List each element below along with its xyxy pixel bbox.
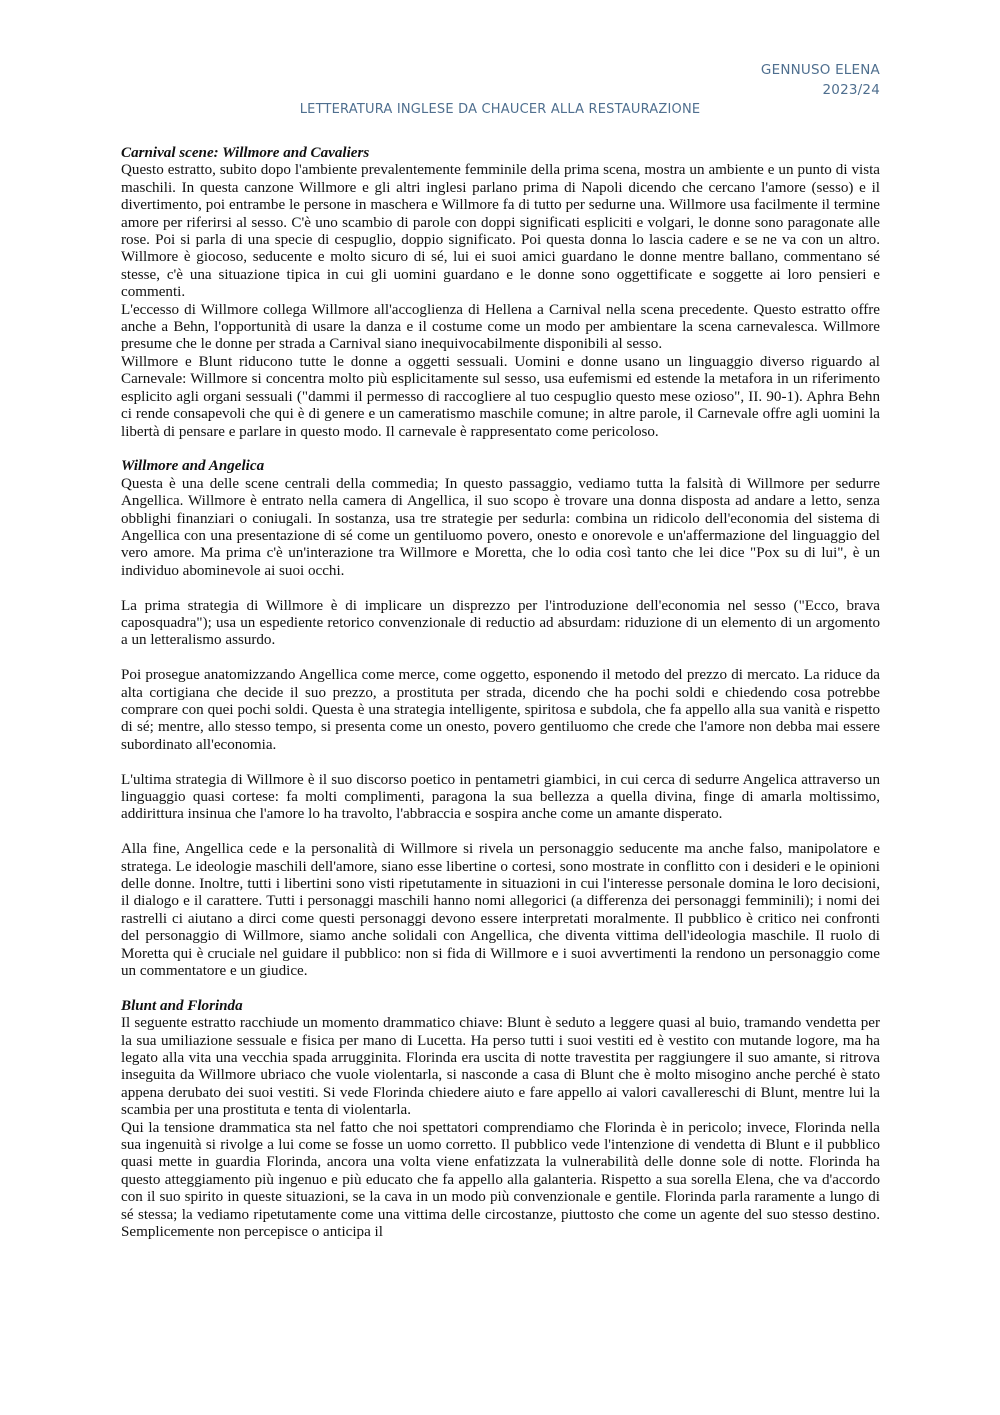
paragraph: Questa è una delle scene centrali della commedia; In questo passaggio, vediamo tutta la falsità di Willmore per sedurre Angellica. Willmore è entrato nella camera di Angellica, il suo scopo è trovare una donna disposta ad andare a letto, senza obblighi finanziari o coniugali. In sostanza, usa tre strategie per sedurla: combina un ridicolo dell'economia del sistema di Angellica con una presentazione di sé come un gentiluomo povero, onesto e onorevole e un'affermazione del linguaggio del vero amore. Ma prima c'è un'interazione tra Willmore e Moretta, che lo odia così tanto che lei dice "Pox su di lui", è un individuo abominevole ai suoi occhi.: [121, 475, 880, 579]
paragraph: Qui la tensione drammatica sta nel fatto che noi spettatori comprendiamo che Florinda è in pericolo; invece, Florinda nella sua ingenuità si rivolge a lui come se fosse un uomo corretto. Il pubblico vede l'intenzione di vendetta di Blunt e il pubblico quasi mette in guardia Florinda, ancora una volta viene enfatizzata la vulnerabilità delle donne sole di notte. Florinda ha questo atteggiamento più ingenuo e più educato che fa appello alla galanteria. Rispetto a sua sorella Elena, che va d'accordo con il suo spirito in queste situazioni, se la cava in un modo più convenzionale e gentile. Florinda parla raramente a lungo di sé stessa; la vediamo ripetutamente come una vittima delle circostanze, piuttosto che come un agente del suo stesso destino. Semplicemente non percepisce o anticipa il: [121, 1119, 880, 1241]
section-title: Carnival scene: Willmore and Cavaliers: [121, 145, 370, 161]
paragraph: L'eccesso di Willmore collega Willmore all'accoglienza di Hellena a Carnival nella scena precedente. Questo estratto offre anche a Behn, l'opportunità di usare la danza e il costume come un modo per ambientare la scena carnevalesca. Willmore presume che le donne per strada a Carnival siano inequivocabilmente disponibili al sesso.: [121, 301, 880, 353]
paragraph: Poi prosegue anatomizzando Angellica come merce, come oggetto, esponendo il metodo del prezzo di mercato. La riduce da alta cortigiana che decide il suo prezzo, a prostituta per strada, dicendo che ha pochi soldi e chiedendo cosa potrebbe comprare con quei pochi soldi. Questa è una strategia intelligente, spiritosa e subdola, che fa appello alla sua vanità e rispetto di sé; mentre, allo stesso tempo, si presenta come un onesto, povero gentiluomo che crede che l'amore non debba mai essere subordinato all'economia.: [121, 667, 880, 753]
header-author: GENNUSO ELENA: [760, 62, 880, 78]
document-body: [121, 145, 880, 1242]
paragraph: L'ultima strategia di Willmore è il suo discorso poetico in pentametri giambici, in cui cerca di sedurre Angelica attraverso un linguaggio quasi cortese: fa molti complimenti, paragona la sua bellezza a quella divina, finge di amarla moltissimo, addirittura insinua che l'amore lo ha travolto, l'abbraccia e sospira anche come un amante disperato.: [121, 771, 880, 823]
header-author-block: [761, 60, 880, 100]
header-year: 2023/24: [822, 82, 880, 98]
section-title: Willmore and Angelica: [121, 458, 265, 475]
paragraph: Willmore e Blunt riducono tutte le donne a oggetti sessuali. Uomini e donne usano un linguaggio diverso riguardo al Carnevale: Willmore si concentra molto più esplicitamente sul sesso, usa eufemismi ed estende la metafora in un riferimento esplicito agli organi sessuali ("dammi il permesso di raccogliere al tuo cespuglio questo mese ozioso", II. 90-1). Aphra Behn ci rende consapevoli che qui è di genere e un cameratismo maschile comune; in altre parole, il Carnevale offre agli uomini la libertà di pensare e parlare in questo modo. Il carnevale è rappresentato come pericoloso.: [121, 353, 880, 440]
paragraph: La prima strategia di Willmore è di implicare un disprezzo per l'introduzione dell'economia nel sesso ("Ecco, brava caposquadra"); usa un espediente retorico convenzionale di reductio ad absurdam: riduzione di un elemento di un argomento a un letteralismo assurdo.: [121, 597, 880, 649]
paragraph: Questo estratto, subito dopo l'ambiente prevalentemente femminile della prima scena, mostra un ambiente e un punto di vista maschili. In questa canzone Willmore e gli altri inglesi parlano prima di Napoli dicendo che cercano l'amore (sesso) e il divertimento, poi entrambe le persone in maschera e Willmore fa di tutto per sedurne una. Willmore usa facilmente il termine amore per riferirsi al sesso. C'è uno scambio di parole con doppi significati espliciti e volgari, le donne sono paragonate alle rose. Poi si parla di una specie di cespuglio, doppio significato. Poi questa donna lo lascia cadere e se ne va con un altro. Willmore è giocoso, seducente e molto sicuro di sé, lui ei suoi amici guardano le donne mentre ballano, commentano sé stesse, c'è una situazione tipica in cui gli uomini guardano e le donne sono oggettificate e soggette ai loro pensieri e commenti.: [121, 162, 880, 301]
paragraph: Il seguente estratto racchiude un momento drammatico chiave: Blunt è seduto a leggere quasi al buio, tramando vendetta per la sua umiliazione sessuale e fisica per mano di Lucetta. Ha perso tutti i suoi vestiti ed è vestito con mutande logore, ma ha legato alla vita una vecchia spada arrugginita. Florinda era uscita di notte travestita per raggiungere il suo amante, si ritrova inseguita da Willmore ubriaco che vuole violentarla, si nasconde a casa di Blunt che è molto misogino anche perché è stato appena derubato dei suoi vestiti. Si vede Florinda chiedere aiuto e fare appello ai valori cavallereschi di Blunt, mentre lui la scambia per una prostituta e tenta di violentarla.: [121, 1015, 880, 1119]
paragraph: Alla fine, Angellica cede e la personalità di Willmore si rivela un personaggio seducente ma anche falso, manipolatore e stratega. Le ideologie maschili dell'amore, siano esse libertine o cortesi, sono mostrate in conflitto con i desideri e le opinioni delle donne. Inoltre, tutti i libertini sono visti ripetutamente in situazioni in cui l'interesse personale domina le loro decisioni, il dialogo e il carattere. Tutti i personaggi maschili hanno nomi allegorici (a differenza dei personaggi femminili); i nomi dei rastrelli ci aiutano a dirci come questi personaggi devono essere interpretati moralmente. Il pubblico è critico nei confronti del personaggio di Willmore, siamo anche solidali con Angellica, che diventa vittima dell'ideologia maschile. Il ruolo di Moretta qui è cruciale nel guidare il pubblico: non si fida di Willmore e i suoi avvertimenti la rendono un personaggio come un commentatore e un giudice.: [121, 841, 880, 980]
section-title: Blunt and Florinda: [121, 997, 243, 1014]
header-course: LETTERATURA INGLESE DA CHAUCER ALLA RESTAURAZIONE: [299, 102, 701, 117]
